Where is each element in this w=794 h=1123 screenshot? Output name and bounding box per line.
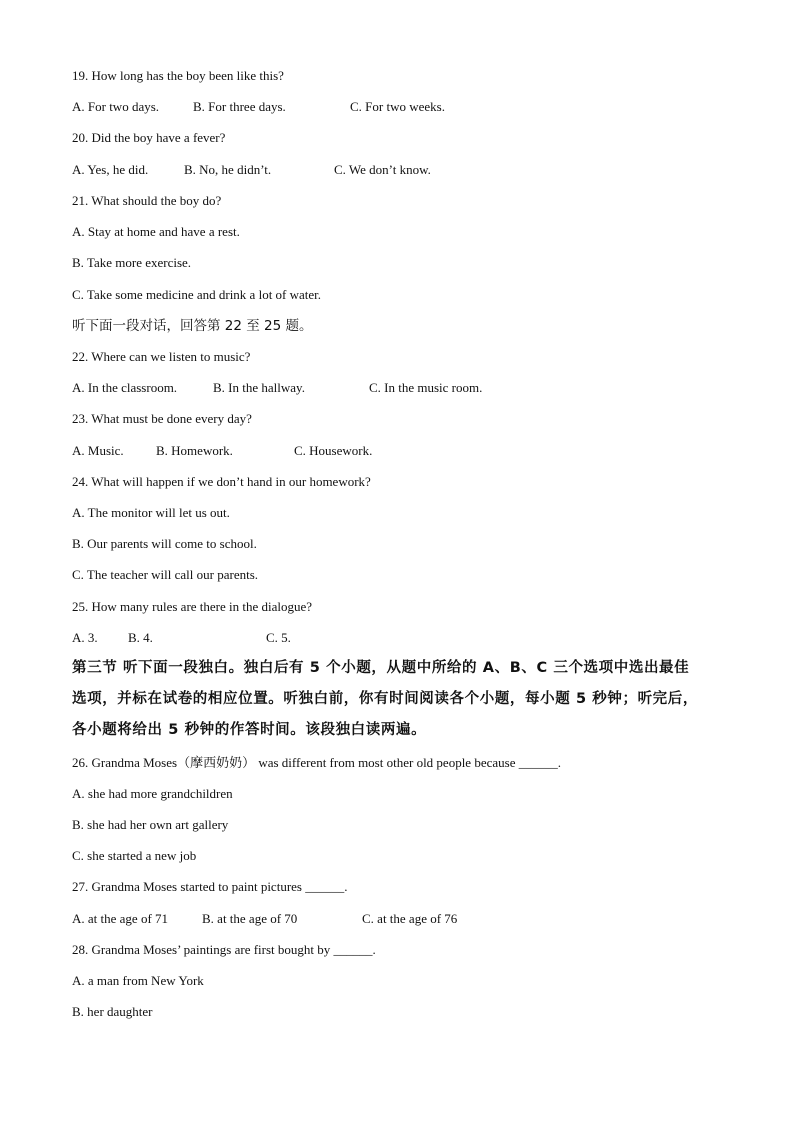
question-20-options: [72, 162, 732, 178]
section-3-instructions: [72, 653, 736, 746]
question-22-options: [72, 380, 732, 396]
question-21: 21. What should the boy do?: [72, 193, 222, 208]
question-23: 23. What must be done every day?: [72, 411, 252, 426]
option-b: B. In the hallway.: [213, 380, 305, 395]
option-c: C. We don’t know.: [334, 162, 431, 177]
question-27: 27. Grandma Moses started to paint pictures ______.: [72, 879, 348, 894]
option-a: A. For two days.: [72, 99, 160, 114]
option-b: B. 4.: [128, 630, 153, 645]
question-19: 19. How long has the boy been like this?: [72, 68, 284, 83]
question-24-option-b: B. Our parents will come to school.: [72, 536, 257, 551]
option-c: C. For two weeks.: [350, 99, 445, 114]
question-21-option-a: A. Stay at home and have a rest.: [72, 224, 240, 239]
option-c: C. In the music room.: [369, 380, 483, 395]
question-26-option-b: B. she had her own art gallery: [72, 817, 229, 832]
option-b: B. Homework.: [156, 443, 233, 458]
question-19-options: [72, 99, 732, 115]
dialogue-instruction: 听下面一段对话，回答第 22 至 25 题。: [72, 318, 313, 334]
question-21-option-c: C. Take some medicine and drink a lot of water.: [72, 287, 322, 302]
question-24: 24. What will happen if we don’t hand in our homework?: [72, 474, 371, 489]
question-24-option-c: C. The teacher will call our parents.: [72, 567, 259, 582]
question-26-option-c: C. she started a new job: [72, 848, 197, 863]
section-3-line-2: 选项，并标在试卷的相应位置。听独白前，你有时间阅读各个小题，每小题 5 秒钟；听完后，: [72, 691, 698, 707]
question-25-options: [72, 630, 732, 646]
question-27-options: [72, 911, 732, 927]
question-21-option-b: B. Take more exercise.: [72, 255, 192, 270]
option-b: B. No, he didn’t.: [184, 162, 272, 177]
question-23-options: [72, 443, 732, 459]
option-a: A. 3.: [72, 630, 98, 645]
option-a: A. Yes, he did.: [72, 162, 149, 177]
option-a: A. at the age of 71: [72, 911, 169, 926]
option-c: C. 5.: [266, 630, 291, 645]
section-3-line-1: 第三节 听下面一段独白。独白后有 5 个小题，从题中所给的 A、B、C 三个选项中选出最佳: [72, 660, 690, 676]
question-28: 28. Grandma Moses’ paintings are first bought by ______.: [72, 942, 376, 957]
section-3-line-3: 各小题将给出 5 秒钟的作答时间。该段独白读两遍。: [72, 722, 427, 738]
question-22: 22. Where can we listen to music?: [72, 349, 251, 364]
question-24-option-a: A. The monitor will let us out.: [72, 505, 230, 520]
option-a: A. In the classroom.: [72, 380, 178, 395]
option-c: C. Housework.: [294, 443, 373, 458]
question-28-option-a: A. a man from New York: [72, 973, 204, 988]
option-b: B. For three days.: [193, 99, 286, 114]
question-26: 26. Grandma Moses（摩西奶奶） was different from most other old people because ______.: [72, 755, 561, 770]
option-a: A. Music.: [72, 443, 124, 458]
question-25: 25. How many rules are there in the dialogue?: [72, 599, 313, 614]
question-26-option-a: A. she had more grandchildren: [72, 786, 233, 801]
option-c: C. at the age of 76: [362, 911, 458, 926]
question-20: 20. Did the boy have a fever?: [72, 130, 226, 145]
question-28-option-b: B. her daughter: [72, 1004, 153, 1019]
option-b: B. at the age of 70: [202, 911, 298, 926]
